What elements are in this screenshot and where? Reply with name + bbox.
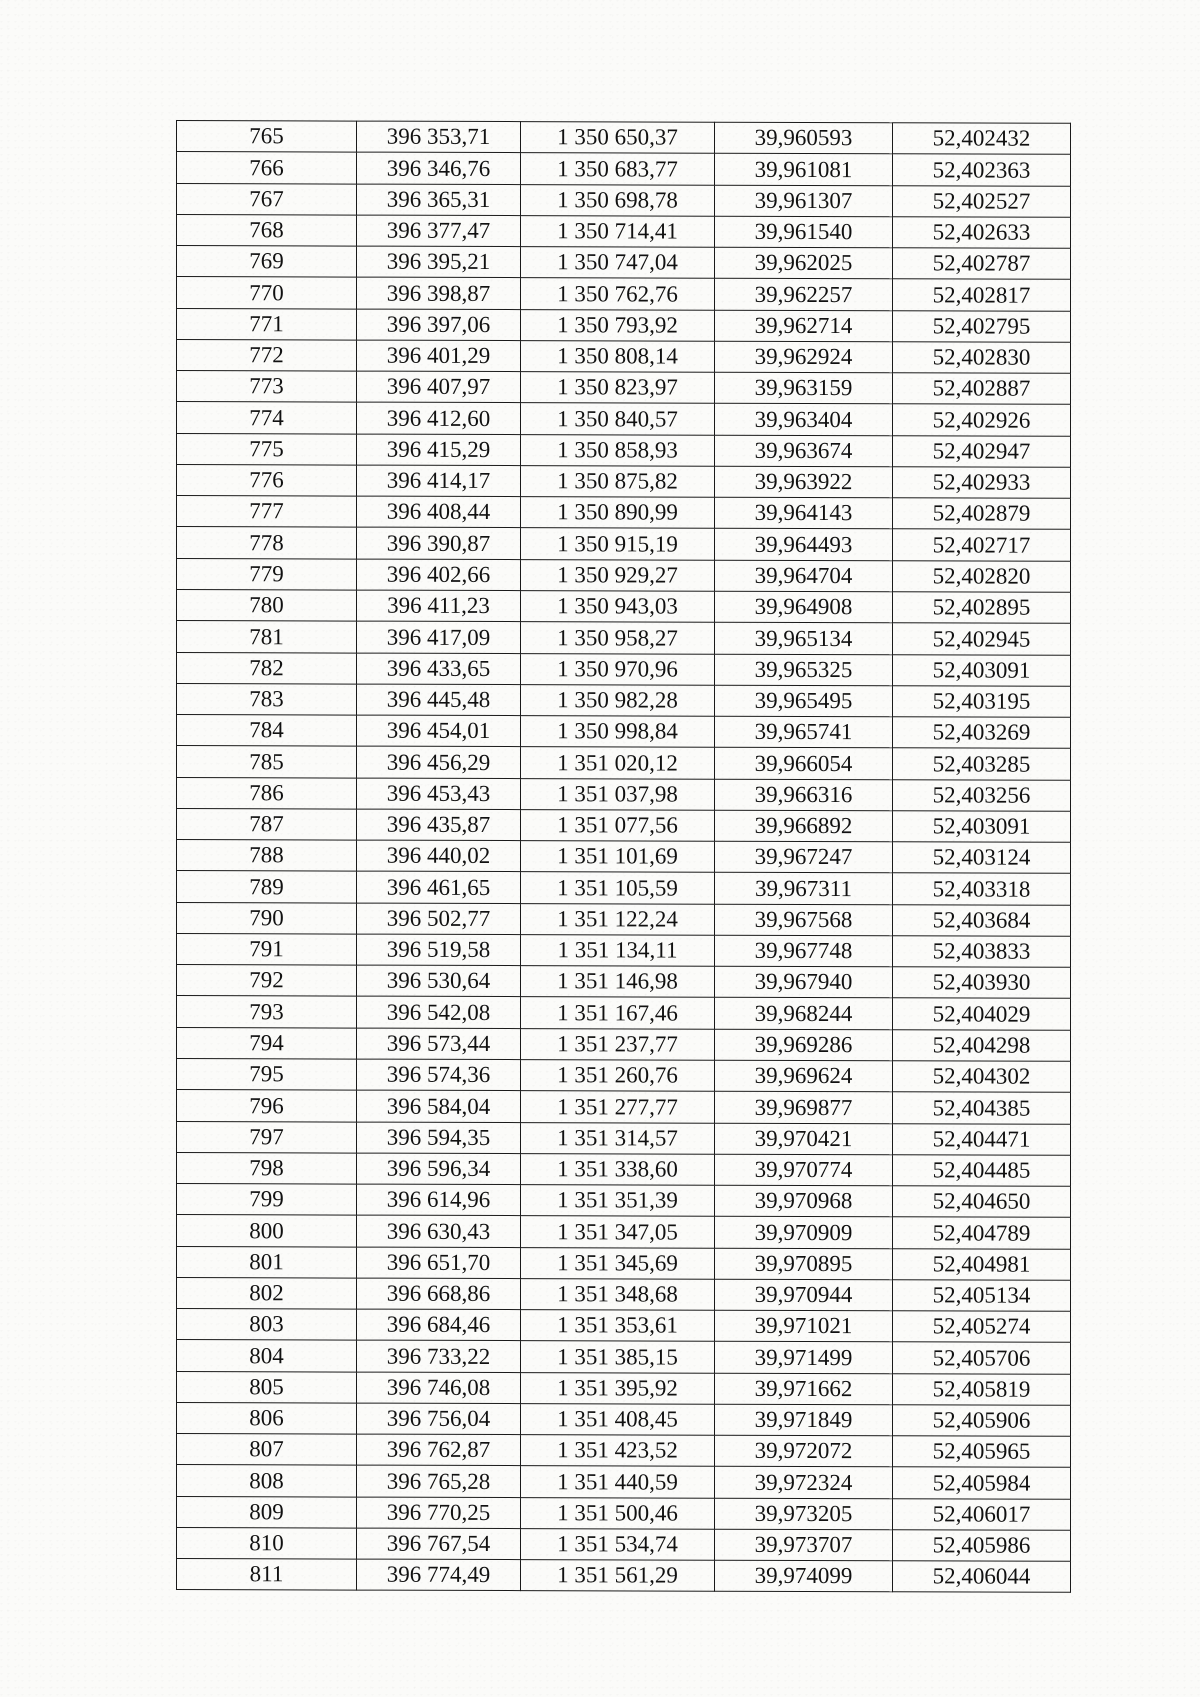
x-coordinate-cell: 396 614,96	[357, 1184, 521, 1216]
y-coordinate-cell: 1 351 348,68	[521, 1278, 715, 1310]
latitude-cell: 52,405906	[893, 1405, 1071, 1437]
latitude-cell: 52,402933	[893, 467, 1071, 499]
x-coordinate-cell: 396 461,65	[357, 871, 521, 903]
latitude-cell: 52,402945	[893, 623, 1071, 655]
y-coordinate-cell: 1 350 793,92	[521, 309, 715, 341]
longitude-cell: 39,963922	[715, 466, 893, 498]
longitude-cell: 39,960593	[715, 122, 893, 154]
x-coordinate-cell: 396 684,46	[357, 1309, 521, 1341]
latitude-cell: 52,406044	[893, 1561, 1071, 1593]
point-number-cell: 793	[177, 996, 357, 1028]
y-coordinate-cell: 1 350 929,27	[521, 559, 715, 591]
longitude-cell: 39,967247	[715, 841, 893, 873]
y-coordinate-cell: 1 351 338,60	[521, 1153, 715, 1185]
x-coordinate-cell: 396 417,09	[357, 621, 521, 653]
table-row	[177, 965, 1071, 999]
table-row	[177, 464, 1071, 498]
y-coordinate-cell: 1 351 105,59	[521, 872, 715, 904]
latitude-cell: 52,402633	[893, 217, 1071, 249]
y-coordinate-cell: 1 351 345,69	[521, 1247, 715, 1279]
table-row	[177, 1559, 1071, 1593]
table-row	[177, 1152, 1071, 1186]
x-coordinate-cell: 396 453,43	[357, 778, 521, 810]
point-number-cell: 785	[177, 746, 357, 778]
table-row	[177, 1402, 1071, 1436]
point-number-cell: 768	[177, 214, 357, 246]
y-coordinate-cell: 1 350 698,78	[521, 184, 715, 216]
longitude-cell: 39,965741	[715, 716, 893, 748]
latitude-cell: 52,405706	[893, 1342, 1071, 1374]
point-number-cell: 797	[177, 1121, 357, 1153]
longitude-cell: 39,971662	[715, 1373, 893, 1405]
table-row	[177, 1027, 1071, 1061]
y-coordinate-cell: 1 351 101,69	[521, 841, 715, 873]
point-number-cell: 794	[177, 1027, 357, 1059]
latitude-cell: 52,402895	[893, 592, 1071, 624]
point-number-cell: 791	[177, 933, 357, 965]
latitude-cell: 52,404385	[893, 1092, 1071, 1124]
y-coordinate-cell: 1 350 890,99	[521, 497, 715, 529]
point-number-cell: 769	[177, 246, 357, 278]
x-coordinate-cell: 396 774,49	[357, 1559, 521, 1591]
point-number-cell: 803	[177, 1309, 357, 1341]
latitude-cell: 52,402527	[893, 185, 1071, 217]
point-number-cell: 808	[177, 1465, 357, 1497]
table-row	[177, 1058, 1071, 1092]
longitude-cell: 39,970421	[715, 1123, 893, 1155]
table-row	[177, 808, 1071, 842]
y-coordinate-cell: 1 350 875,82	[521, 466, 715, 498]
y-coordinate-cell: 1 350 808,14	[521, 340, 715, 372]
table-row	[177, 152, 1071, 186]
longitude-cell: 39,966054	[715, 748, 893, 780]
longitude-cell: 39,962714	[715, 310, 893, 342]
point-number-cell: 811	[177, 1559, 357, 1591]
x-coordinate-cell: 396 397,06	[357, 309, 521, 341]
x-coordinate-cell: 396 765,28	[357, 1465, 521, 1497]
longitude-cell: 39,969624	[715, 1060, 893, 1092]
y-coordinate-cell: 1 351 500,46	[521, 1497, 715, 1529]
x-coordinate-cell: 396 573,44	[357, 1028, 521, 1060]
point-number-cell: 782	[177, 652, 357, 684]
latitude-cell: 52,402787	[893, 248, 1071, 280]
x-coordinate-cell: 396 390,87	[357, 528, 521, 560]
latitude-cell: 52,403285	[893, 748, 1071, 780]
x-coordinate-cell: 396 412,60	[357, 402, 521, 434]
longitude-cell: 39,964143	[715, 497, 893, 529]
longitude-cell: 39,969877	[715, 1091, 893, 1123]
table-row	[177, 715, 1071, 749]
x-coordinate-cell: 396 767,54	[357, 1528, 521, 1560]
x-coordinate-cell: 396 574,36	[357, 1059, 521, 1091]
table-row	[177, 214, 1071, 248]
latitude-cell: 52,403124	[893, 842, 1071, 874]
longitude-cell: 39,970944	[715, 1279, 893, 1311]
x-coordinate-cell: 396 651,70	[357, 1247, 521, 1279]
latitude-cell: 52,404029	[893, 998, 1071, 1030]
longitude-cell: 39,968244	[715, 998, 893, 1030]
y-coordinate-cell: 1 350 762,76	[521, 278, 715, 310]
x-coordinate-cell: 396 733,22	[357, 1340, 521, 1372]
longitude-cell: 39,964493	[715, 529, 893, 561]
latitude-cell: 52,405986	[893, 1530, 1071, 1562]
longitude-cell: 39,961540	[715, 216, 893, 248]
longitude-cell: 39,966892	[715, 810, 893, 842]
latitude-cell: 52,405984	[893, 1467, 1071, 1499]
longitude-cell: 39,965325	[715, 654, 893, 686]
table-row	[177, 277, 1071, 311]
point-number-cell: 804	[177, 1340, 357, 1372]
longitude-cell: 39,962257	[715, 279, 893, 311]
x-coordinate-cell: 396 415,29	[357, 434, 521, 466]
latitude-cell: 52,406017	[893, 1498, 1071, 1530]
table-row	[177, 902, 1071, 936]
y-coordinate-cell: 1 350 714,41	[521, 215, 715, 247]
latitude-cell: 52,404485	[893, 1155, 1071, 1187]
y-coordinate-cell: 1 351 237,77	[521, 1028, 715, 1060]
x-coordinate-cell: 396 440,02	[357, 840, 521, 872]
x-coordinate-cell: 396 353,71	[357, 121, 521, 153]
point-number-cell: 799	[177, 1184, 357, 1216]
table-row	[177, 246, 1071, 280]
latitude-cell: 52,403256	[893, 779, 1071, 811]
coordinates-table	[176, 120, 1071, 1593]
table-row	[177, 339, 1071, 373]
longitude-cell: 39,964908	[715, 591, 893, 623]
y-coordinate-cell: 1 351 122,24	[521, 903, 715, 935]
table-row	[177, 1090, 1071, 1124]
table-row	[177, 683, 1071, 717]
table-row	[177, 371, 1071, 405]
latitude-cell: 52,402717	[893, 529, 1071, 561]
table-row	[177, 496, 1071, 530]
y-coordinate-cell: 1 350 823,97	[521, 372, 715, 404]
y-coordinate-cell: 1 350 650,37	[521, 122, 715, 154]
latitude-cell: 52,405134	[893, 1280, 1071, 1312]
latitude-cell: 52,403195	[893, 686, 1071, 718]
x-coordinate-cell: 396 402,66	[357, 559, 521, 591]
y-coordinate-cell: 1 350 858,93	[521, 434, 715, 466]
latitude-cell: 52,403091	[893, 654, 1071, 686]
x-coordinate-cell: 396 414,17	[357, 465, 521, 497]
point-number-cell: 783	[177, 683, 357, 715]
longitude-cell: 39,962025	[715, 247, 893, 279]
point-number-cell: 786	[177, 777, 357, 809]
latitude-cell: 52,403318	[893, 873, 1071, 905]
x-coordinate-cell: 396 762,87	[357, 1434, 521, 1466]
point-number-cell: 766	[177, 152, 357, 184]
table-row	[177, 1496, 1071, 1530]
point-number-cell: 781	[177, 621, 357, 653]
longitude-cell: 39,962924	[715, 341, 893, 373]
point-number-cell: 792	[177, 965, 357, 997]
point-number-cell: 775	[177, 433, 357, 465]
table-row	[177, 1371, 1071, 1405]
point-number-cell: 800	[177, 1215, 357, 1247]
coordinates-table-body	[177, 121, 1071, 1593]
x-coordinate-cell: 396 502,77	[357, 903, 521, 935]
table-row	[177, 652, 1071, 686]
point-number-cell: 777	[177, 496, 357, 528]
longitude-cell: 39,970909	[715, 1216, 893, 1248]
longitude-cell: 39,971849	[715, 1404, 893, 1436]
table-row	[177, 121, 1071, 155]
latitude-cell: 52,404650	[893, 1186, 1071, 1218]
table-row	[177, 871, 1071, 905]
x-coordinate-cell: 396 395,21	[357, 246, 521, 278]
table-row	[177, 402, 1071, 436]
y-coordinate-cell: 1 350 683,77	[521, 153, 715, 185]
longitude-cell: 39,972072	[715, 1435, 893, 1467]
y-coordinate-cell: 1 351 020,12	[521, 747, 715, 779]
point-number-cell: 787	[177, 808, 357, 840]
longitude-cell: 39,973707	[715, 1529, 893, 1561]
y-coordinate-cell: 1 351 146,98	[521, 966, 715, 998]
point-number-cell: 810	[177, 1527, 357, 1559]
longitude-cell: 39,967311	[715, 873, 893, 905]
y-coordinate-cell: 1 351 347,05	[521, 1216, 715, 1248]
y-coordinate-cell: 1 351 167,46	[521, 997, 715, 1029]
longitude-cell: 39,970774	[715, 1154, 893, 1186]
table-row	[177, 183, 1071, 217]
x-coordinate-cell: 396 435,87	[357, 809, 521, 841]
y-coordinate-cell: 1 350 998,84	[521, 716, 715, 748]
point-number-cell: 789	[177, 871, 357, 903]
y-coordinate-cell: 1 351 353,61	[521, 1310, 715, 1342]
latitude-cell: 52,403269	[893, 717, 1071, 749]
table-row	[177, 1340, 1071, 1374]
table-row	[177, 1184, 1071, 1218]
point-number-cell: 807	[177, 1434, 357, 1466]
point-number-cell: 765	[177, 121, 357, 153]
latitude-cell: 52,403091	[893, 811, 1071, 843]
y-coordinate-cell: 1 351 260,76	[521, 1060, 715, 1092]
table-row	[177, 840, 1071, 874]
longitude-cell: 39,963674	[715, 435, 893, 467]
x-coordinate-cell: 396 756,04	[357, 1403, 521, 1435]
longitude-cell: 39,961307	[715, 185, 893, 217]
table-row	[177, 1527, 1071, 1561]
point-number-cell: 809	[177, 1496, 357, 1528]
table-row	[177, 1121, 1071, 1155]
x-coordinate-cell: 396 596,34	[357, 1153, 521, 1185]
latitude-cell: 52,402879	[893, 498, 1071, 530]
x-coordinate-cell: 396 398,87	[357, 277, 521, 309]
x-coordinate-cell: 396 377,47	[357, 215, 521, 247]
x-coordinate-cell: 396 401,29	[357, 340, 521, 372]
latitude-cell: 52,404302	[893, 1061, 1071, 1093]
longitude-cell: 39,971499	[715, 1342, 893, 1374]
x-coordinate-cell: 396 411,23	[357, 590, 521, 622]
latitude-cell: 52,403684	[893, 904, 1071, 936]
longitude-cell: 39,961081	[715, 153, 893, 185]
longitude-cell: 39,970895	[715, 1248, 893, 1280]
x-coordinate-cell: 396 668,86	[357, 1278, 521, 1310]
point-number-cell: 774	[177, 402, 357, 434]
longitude-cell: 39,973205	[715, 1498, 893, 1530]
y-coordinate-cell: 1 351 077,56	[521, 809, 715, 841]
point-number-cell: 806	[177, 1402, 357, 1434]
y-coordinate-cell: 1 351 423,52	[521, 1435, 715, 1467]
y-coordinate-cell: 1 351 277,77	[521, 1091, 715, 1123]
point-number-cell: 767	[177, 183, 357, 215]
x-coordinate-cell: 396 594,35	[357, 1122, 521, 1154]
longitude-cell: 39,971021	[715, 1310, 893, 1342]
y-coordinate-cell: 1 350 982,28	[521, 684, 715, 716]
point-number-cell: 796	[177, 1090, 357, 1122]
table-row	[177, 1215, 1071, 1249]
y-coordinate-cell: 1 350 970,96	[521, 653, 715, 685]
x-coordinate-cell: 396 346,76	[357, 152, 521, 184]
table-row	[177, 1277, 1071, 1311]
longitude-cell: 39,972324	[715, 1467, 893, 1499]
x-coordinate-cell: 396 407,97	[357, 371, 521, 403]
y-coordinate-cell: 1 351 385,15	[521, 1341, 715, 1373]
table-row	[177, 589, 1071, 623]
latitude-cell: 52,402432	[893, 123, 1071, 155]
point-number-cell: 779	[177, 558, 357, 590]
x-coordinate-cell: 396 456,29	[357, 746, 521, 778]
longitude-cell: 39,963404	[715, 404, 893, 436]
table-row	[177, 1434, 1071, 1468]
latitude-cell: 52,402795	[893, 310, 1071, 342]
longitude-cell: 39,965134	[715, 622, 893, 654]
latitude-cell: 52,404789	[893, 1217, 1071, 1249]
y-coordinate-cell: 1 351 408,45	[521, 1403, 715, 1435]
x-coordinate-cell: 396 365,31	[357, 184, 521, 216]
table-row	[177, 1309, 1071, 1343]
y-coordinate-cell: 1 351 561,29	[521, 1560, 715, 1592]
x-coordinate-cell: 396 584,04	[357, 1090, 521, 1122]
y-coordinate-cell: 1 350 958,27	[521, 622, 715, 654]
table-row	[177, 308, 1071, 342]
y-coordinate-cell: 1 351 395,92	[521, 1372, 715, 1404]
x-coordinate-cell: 396 454,01	[357, 715, 521, 747]
latitude-cell: 52,402887	[893, 373, 1071, 405]
longitude-cell: 39,967940	[715, 966, 893, 998]
latitude-cell: 52,404471	[893, 1123, 1071, 1155]
x-coordinate-cell: 396 746,08	[357, 1372, 521, 1404]
point-number-cell: 773	[177, 371, 357, 403]
latitude-cell: 52,404298	[893, 1029, 1071, 1061]
point-number-cell: 790	[177, 902, 357, 934]
y-coordinate-cell: 1 350 840,57	[521, 403, 715, 435]
latitude-cell: 52,405965	[893, 1436, 1071, 1468]
latitude-cell: 52,403833	[893, 936, 1071, 968]
point-number-cell: 795	[177, 1058, 357, 1090]
point-number-cell: 798	[177, 1152, 357, 1184]
latitude-cell: 52,402817	[893, 279, 1071, 311]
latitude-cell: 52,402947	[893, 435, 1071, 467]
y-coordinate-cell: 1 351 534,74	[521, 1529, 715, 1561]
point-number-cell: 801	[177, 1246, 357, 1278]
point-number-cell: 776	[177, 464, 357, 496]
x-coordinate-cell: 396 770,25	[357, 1497, 521, 1529]
longitude-cell: 39,964704	[715, 560, 893, 592]
longitude-cell: 39,974099	[715, 1560, 893, 1592]
table-row	[177, 933, 1071, 967]
point-number-cell: 770	[177, 277, 357, 309]
point-number-cell: 771	[177, 308, 357, 340]
latitude-cell: 52,404981	[893, 1248, 1071, 1280]
latitude-cell: 52,403930	[893, 967, 1071, 999]
y-coordinate-cell: 1 351 134,11	[521, 934, 715, 966]
table-row	[177, 621, 1071, 655]
point-number-cell: 778	[177, 527, 357, 559]
latitude-cell: 52,402926	[893, 404, 1071, 436]
longitude-cell: 39,967748	[715, 935, 893, 967]
longitude-cell: 39,967568	[715, 904, 893, 936]
point-number-cell: 788	[177, 840, 357, 872]
point-number-cell: 784	[177, 715, 357, 747]
y-coordinate-cell: 1 350 915,19	[521, 528, 715, 560]
point-number-cell: 802	[177, 1277, 357, 1309]
x-coordinate-cell: 396 542,08	[357, 997, 521, 1029]
table-row	[177, 996, 1071, 1030]
longitude-cell: 39,970968	[715, 1185, 893, 1217]
latitude-cell: 52,402830	[893, 342, 1071, 374]
x-coordinate-cell: 396 630,43	[357, 1215, 521, 1247]
table-row	[177, 777, 1071, 811]
latitude-cell: 52,405274	[893, 1311, 1071, 1343]
latitude-cell: 52,405819	[893, 1373, 1071, 1405]
table-row	[177, 1246, 1071, 1280]
x-coordinate-cell: 396 445,48	[357, 684, 521, 716]
y-coordinate-cell: 1 351 351,39	[521, 1185, 715, 1217]
x-coordinate-cell: 396 408,44	[357, 496, 521, 528]
x-coordinate-cell: 396 530,64	[357, 965, 521, 997]
point-number-cell: 805	[177, 1371, 357, 1403]
table-row	[177, 558, 1071, 592]
y-coordinate-cell: 1 351 037,98	[521, 778, 715, 810]
latitude-cell: 52,402363	[893, 154, 1071, 186]
y-coordinate-cell: 1 350 943,03	[521, 591, 715, 623]
table-row	[177, 746, 1071, 780]
longitude-cell: 39,963159	[715, 372, 893, 404]
longitude-cell: 39,966316	[715, 779, 893, 811]
y-coordinate-cell: 1 351 314,57	[521, 1122, 715, 1154]
latitude-cell: 52,402820	[893, 560, 1071, 592]
table-row	[177, 1465, 1071, 1499]
table-row	[177, 433, 1071, 467]
longitude-cell: 39,969286	[715, 1029, 893, 1061]
x-coordinate-cell: 396 519,58	[357, 934, 521, 966]
point-number-cell: 780	[177, 589, 357, 621]
point-number-cell: 772	[177, 339, 357, 371]
longitude-cell: 39,965495	[715, 685, 893, 717]
y-coordinate-cell: 1 350 747,04	[521, 247, 715, 279]
y-coordinate-cell: 1 351 440,59	[521, 1466, 715, 1498]
table-row	[177, 527, 1071, 561]
x-coordinate-cell: 396 433,65	[357, 653, 521, 685]
